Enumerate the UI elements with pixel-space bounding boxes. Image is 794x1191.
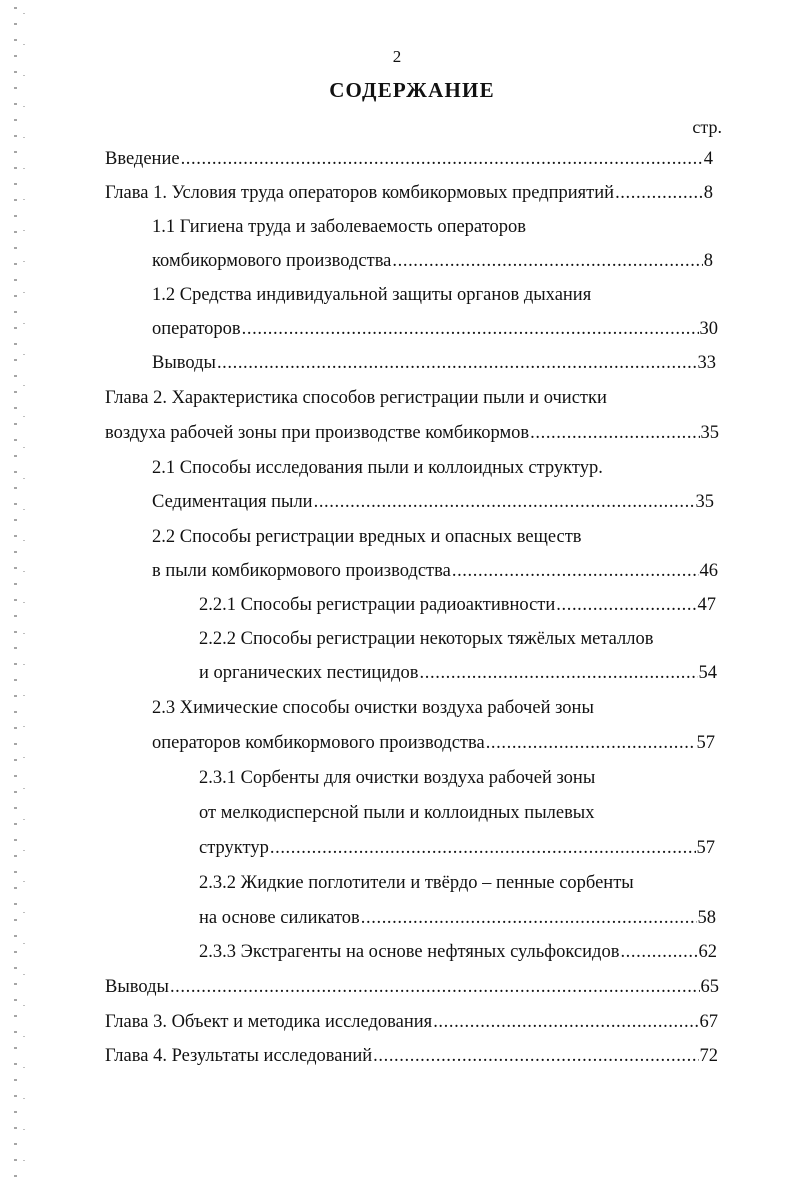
dot-leader xyxy=(270,835,696,861)
toc-entry-2-3-1-line1[interactable]: 2.3.1 Сорбенты для очистки воздуха рабочей зоны xyxy=(199,768,596,788)
dot-leader xyxy=(361,905,697,931)
toc-entry-2-1-line1[interactable]: 2.1 Способы исследования пыли и коллоидных структур. xyxy=(152,458,603,478)
toc-entry-section-2-3-2[interactable] xyxy=(199,905,716,931)
dot-leader xyxy=(620,939,697,965)
toc-entry-page: 57 xyxy=(696,733,715,753)
page-title: СОДЕРЖАНИЕ xyxy=(329,78,495,102)
dot-leader xyxy=(314,489,695,515)
dot-leader xyxy=(420,660,698,686)
toc-entry-title: операторов xyxy=(152,319,241,339)
toc-entry-title: Глава 4. Результаты исследований xyxy=(105,1046,373,1066)
toc-entry-2-2-2-line1[interactable]: 2.2.2 Способы регистрации некоторых тяжёлых металлов xyxy=(199,629,654,649)
dot-leader xyxy=(486,730,696,756)
toc-entry-page: 47 xyxy=(697,595,716,615)
dot-leader xyxy=(556,592,696,618)
toc-entry-title: структур xyxy=(199,838,269,858)
toc-entry-page: 46 xyxy=(699,561,718,581)
toc-entry-chapter-2-line1[interactable]: Глава 2. Характеристика способов регистрации пыли и очистки xyxy=(105,388,607,408)
toc-entry-chapter-4[interactable] xyxy=(105,1043,718,1069)
toc-entry-title: воздуха рабочей зоны при производстве комбикормов xyxy=(105,423,530,443)
toc-entry-section-2-1[interactable] xyxy=(152,489,714,515)
toc-entry-page: 33 xyxy=(697,353,716,373)
toc-entry-page: 35 xyxy=(695,492,714,512)
toc-entry-title: в пыли комбикормового производства xyxy=(152,561,451,581)
dot-leader xyxy=(530,420,699,446)
toc-entry-2-3-1-line2[interactable]: от мелкодисперсной пыли и коллоидных пылевых xyxy=(199,803,595,823)
toc-entry-title: и органических пестицидов xyxy=(199,663,419,683)
toc-entry-section-2-2[interactable] xyxy=(152,558,718,584)
dot-leader xyxy=(242,316,699,342)
toc-entry-page: 8 xyxy=(703,251,713,271)
toc-entry-page: 67 xyxy=(699,1012,718,1032)
toc-entry-section-2-3[interactable] xyxy=(152,730,715,756)
toc-entry-page: 62 xyxy=(698,942,717,962)
toc-entry-page: 72 xyxy=(699,1046,718,1066)
toc-entry-page: 30 xyxy=(699,319,718,339)
toc-entry-page: 65 xyxy=(700,977,719,997)
toc-entry-chapter-1[interactable] xyxy=(105,180,713,206)
toc-entry-1-1-line1[interactable]: 1.1 Гигиена труда и заболеваемость операторов xyxy=(152,217,526,237)
toc-entry-page: 4 xyxy=(703,149,713,169)
toc-entry-section-1-2[interactable] xyxy=(152,316,718,342)
toc-entry-title: Выводы xyxy=(105,977,169,997)
toc-entry-title: операторов комбикормового производства xyxy=(152,733,485,753)
dot-leader xyxy=(373,1043,698,1069)
toc-entry-page: 57 xyxy=(696,838,715,858)
toc-entry-page: 8 xyxy=(703,183,713,203)
toc-entry-section-2-3-3[interactable] xyxy=(199,939,717,965)
toc-entry-title: Седиментация пыли xyxy=(152,492,313,512)
toc-entry-title: 2.2.1 Способы регистрации радиоактивности xyxy=(199,595,556,615)
toc-entry-page: 58 xyxy=(697,908,716,928)
toc-entry-chapter-3[interactable] xyxy=(105,1009,718,1035)
dot-leader xyxy=(170,974,700,1000)
toc-entry-page: 54 xyxy=(698,663,717,683)
toc-entry-title: на основе силикатов xyxy=(199,908,360,928)
dot-leader xyxy=(392,248,702,274)
toc-entry-section-1-1[interactable] xyxy=(152,248,713,274)
toc-entry-title: Введение xyxy=(105,149,180,169)
dot-leader xyxy=(433,1009,698,1035)
dot-leader xyxy=(217,350,697,376)
toc-entry-chapter-2[interactable] xyxy=(105,420,719,446)
toc-entry-title: 2.3.3 Экстрагенты на основе нефтяных сульфоксидов xyxy=(199,942,620,962)
toc-entry-conclusions[interactable] xyxy=(105,974,719,1000)
toc-entry-2-2-line1[interactable]: 2.2 Способы регистрации вредных и опасных веществ xyxy=(152,527,582,547)
toc-entry-section-2-3-1[interactable] xyxy=(199,835,715,861)
toc-entry-section-2-2-1[interactable] xyxy=(199,592,716,618)
toc-entry-1-2-line1[interactable]: 1.2 Средства индивидуальной защиты органов дыхания xyxy=(152,285,592,305)
toc-entry-2-3-2-line1[interactable]: 2.3.2 Жидкие поглотители и твёрдо – пенные сорбенты xyxy=(199,873,634,893)
toc-entry-page: 35 xyxy=(700,423,719,443)
toc-entry-2-3-line1[interactable]: 2.3 Химические способы очистки воздуха рабочей зоны xyxy=(152,698,594,718)
dot-leader xyxy=(181,146,703,172)
dot-leader xyxy=(615,180,703,206)
toc-entry-title: Глава 3. Объект и методика исследования xyxy=(105,1012,433,1032)
page-column-label: стр. xyxy=(692,117,722,137)
toc-entry-title: Выводы xyxy=(152,353,216,373)
page-number: 2 xyxy=(392,47,402,66)
dot-leader xyxy=(452,558,699,584)
toc-entry-title: комбикормового производства xyxy=(152,251,392,271)
toc-entry-introduction[interactable] xyxy=(105,146,713,172)
toc-entry-title: Глава 1. Условия труда операторов комбикормовых предприятий xyxy=(105,183,615,203)
toc-entry-chapter-1-conclusions[interactable] xyxy=(152,350,716,376)
toc-entry-section-2-2-2[interactable] xyxy=(199,660,717,686)
